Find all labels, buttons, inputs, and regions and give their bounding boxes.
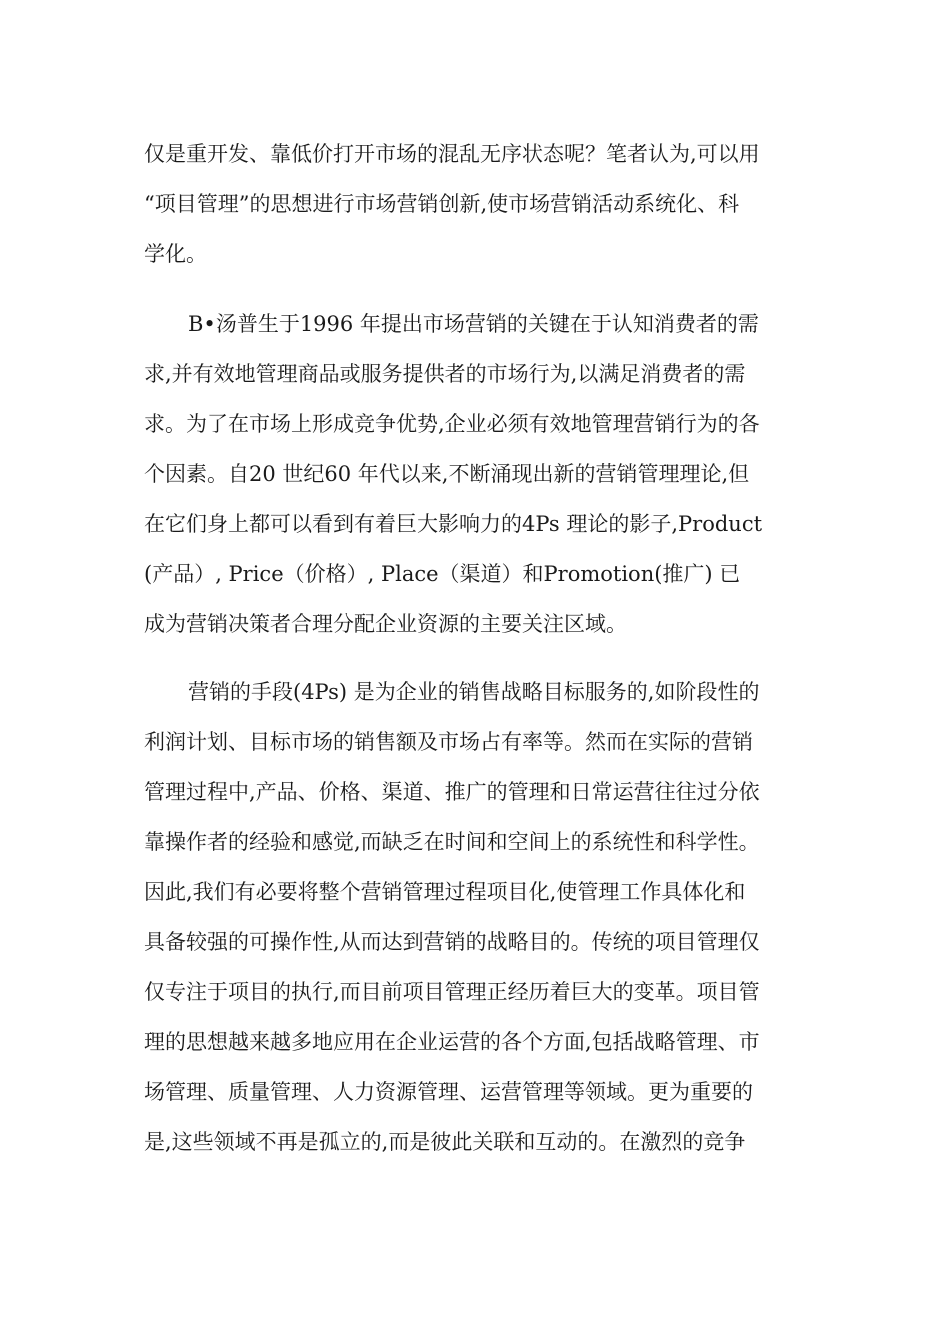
text-line: 具备较强的可操作性,从而达到营销的战略目的。传统的项目管理仅 [144,930,760,954]
paragraph-3 [144,667,814,1167]
text-line: “项目管理”的思想进行市场营销创新,使市场营销活动系统化、科 [144,192,740,216]
text-line: 利润计划、目标市场的销售额及市场占有率等。然而在实际的营销 [144,730,753,754]
text-line: B•汤普生于1996 年提出市场营销的关键在于认知消费者的需 [188,312,759,336]
text-line: (产品）, Price（价格）, Place（渠道）和Promotion(推广) 已 [144,562,741,586]
paragraph-2 [144,299,814,649]
text-line: 营销的手段(4Ps) 是为企业的销售战略目标服务的,如阶段性的 [188,680,760,704]
text-line: 是,这些领域不再是孤立的,而是彼此关联和互动的。在激烈的竞争 [144,1130,746,1154]
text-line: 在它们身上都可以看到有着巨大影响力的4Ps 理论的影子,Product [144,512,763,536]
text-line: 理的思想越来越多地应用在企业运营的各个方面,包括战略管理、市 [144,1030,760,1054]
text-line: 个因素。自20 世纪60 年代以来,不断涌现出新的营销管理理论,但 [144,462,750,486]
text-line: 学化。 [144,242,207,266]
paragraph-1 [144,129,814,279]
text-line: 因此,我们有必要将整个营销管理过程项目化,使管理工作具体化和 [144,880,746,904]
text-line: 靠操作者的经验和感觉,而缺乏在时间和空间上的系统性和科学性。 [144,830,760,854]
text-line: 仅专注于项目的执行,而目前项目管理正经历着巨大的变革。项目管 [144,980,760,1004]
text-line: 求。为了在市场上形成竞争优势,企业必须有效地管理营销行为的各 [144,412,760,436]
text-line: 场管理、质量管理、人力资源管理、运营管理等领域。更为重要的 [144,1080,753,1104]
text-line: 管理过程中,产品、价格、渠道、推广的管理和日常运营往往过分依 [144,780,760,804]
text-line: 仅是重开发、靠低价打开市场的混乱无序状态呢？笔者认为,可以用 [144,142,760,166]
text-line: 成为营销决策者合理分配企业资源的主要关注区域。 [144,612,627,636]
text-line: 求,并有效地管理商品或服务提供者的市场行为,以满足消费者的需 [144,362,746,386]
